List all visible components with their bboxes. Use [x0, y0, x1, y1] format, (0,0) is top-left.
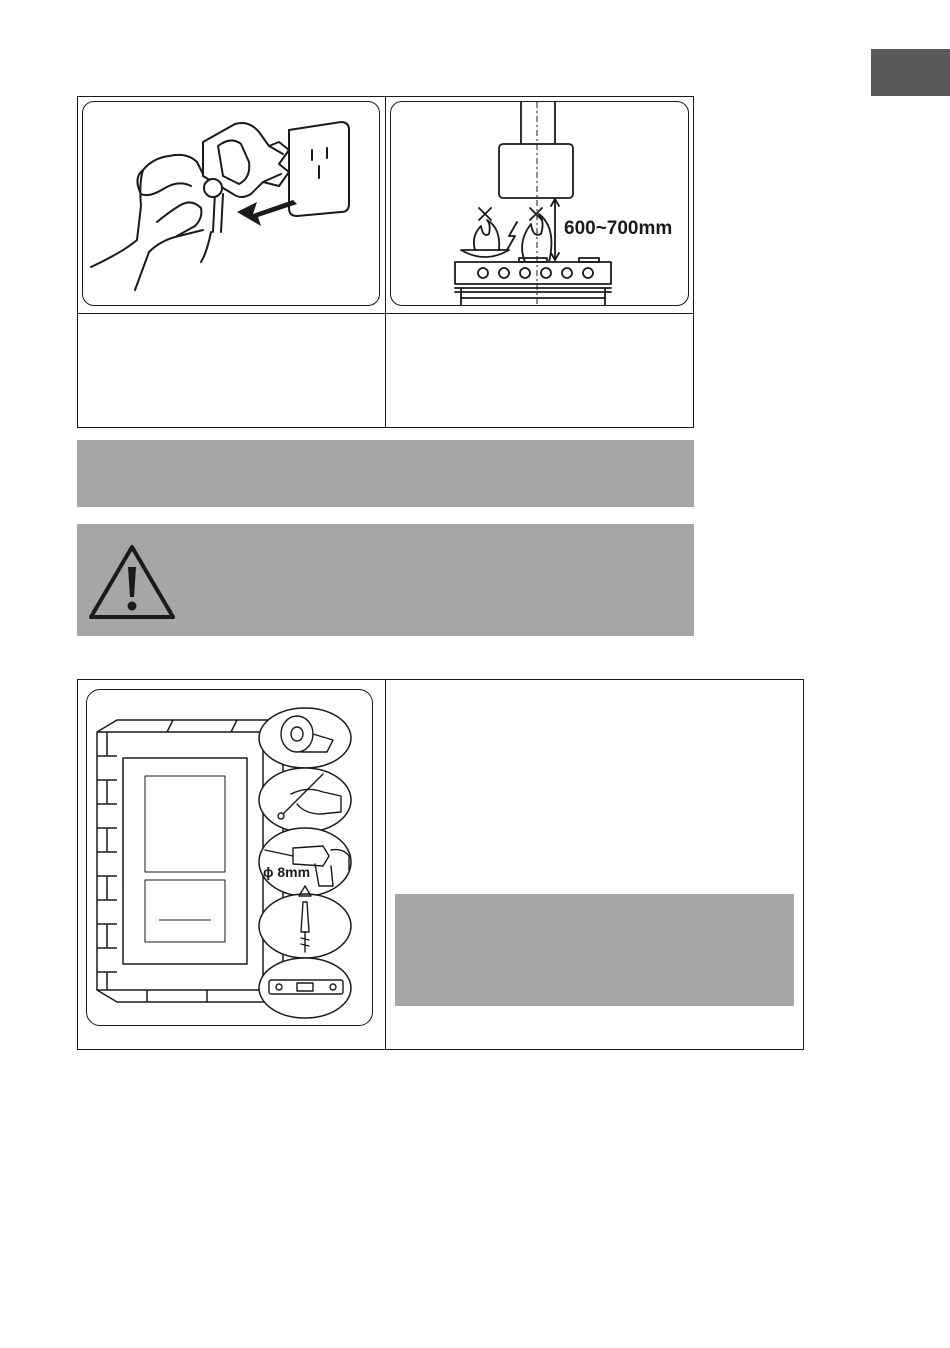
wall-mounting-tools-icon	[87, 690, 373, 1026]
mounting-table-column-divider	[385, 679, 386, 1050]
cooker-hood-clearance-icon	[391, 102, 689, 306]
drill-size-label: ɸ 8mm	[263, 864, 311, 880]
mounting-note-box	[395, 894, 794, 1006]
unplug-power-plug-icon	[83, 102, 380, 306]
unplug-illustration	[82, 101, 380, 306]
note-box	[77, 440, 694, 507]
language-tab	[871, 49, 950, 96]
clearance-dimension-label: 600~700mm	[564, 218, 673, 239]
top-table-row-divider	[77, 313, 694, 314]
top-table-column-divider	[385, 96, 386, 428]
wall-mounting-illustration	[86, 689, 373, 1026]
hood-clearance-illustration	[390, 101, 689, 306]
warning-box	[77, 524, 694, 636]
warning-triangle-icon	[87, 543, 177, 621]
